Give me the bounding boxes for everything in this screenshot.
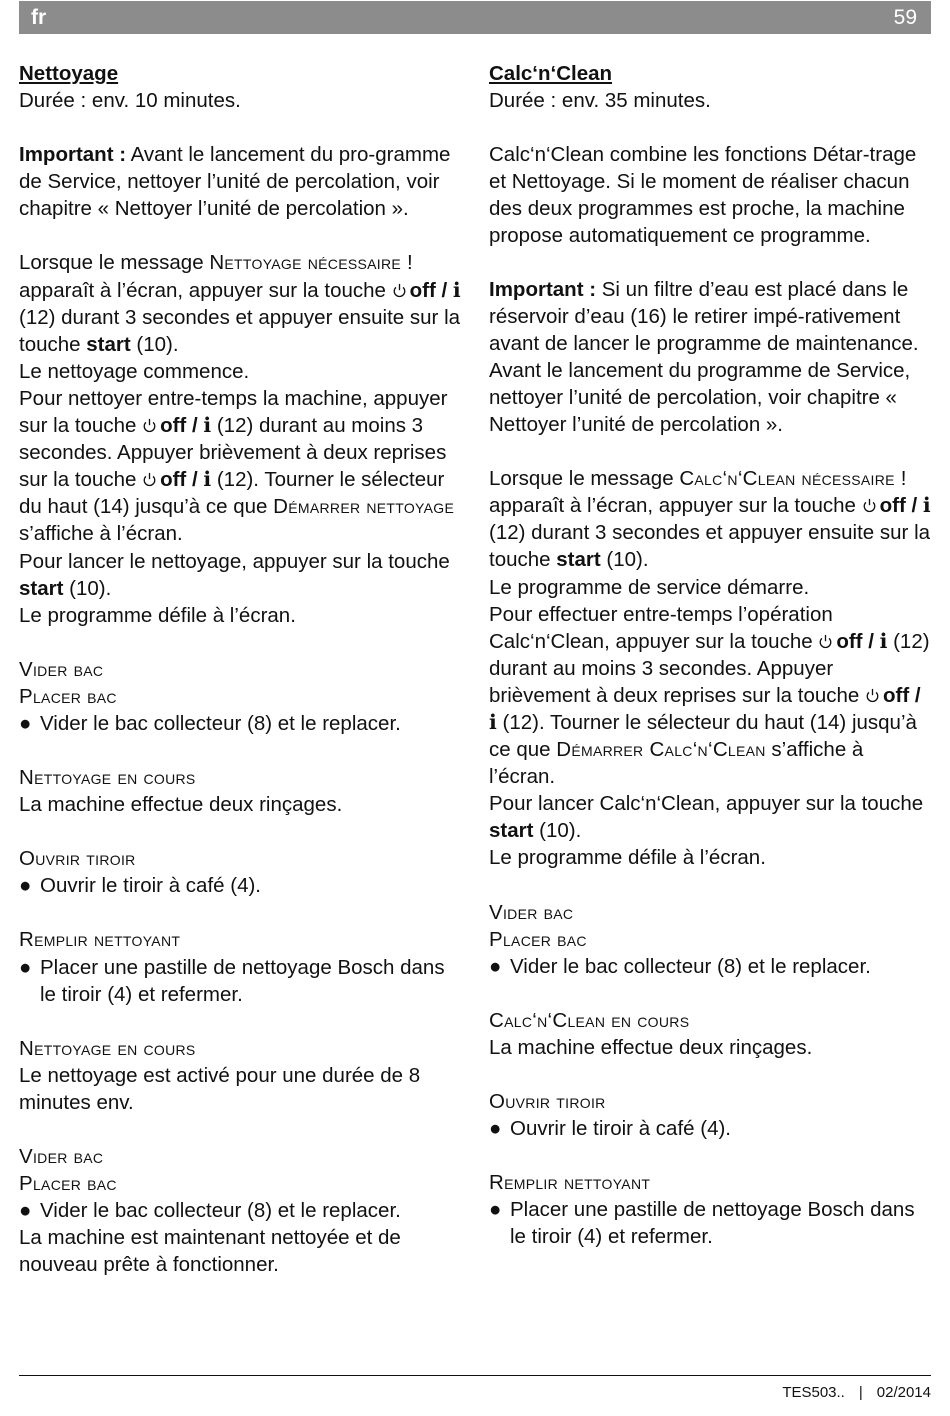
scroll-text: Le programme défile à l’écran. xyxy=(19,603,296,627)
off-label: off / xyxy=(160,414,204,438)
display-message: Nettoyage en cours xyxy=(19,1036,196,1060)
launch-text-b: (10). xyxy=(63,576,112,600)
msg-text-2: (12) durant 3 secondes et appuyer ensuite sur la touche xyxy=(489,521,931,572)
info-label: i xyxy=(452,277,461,302)
instructions-paragraph xyxy=(489,465,934,573)
start-label: start xyxy=(86,332,131,356)
info-label: i xyxy=(922,493,931,518)
msg-text-3: (10). xyxy=(130,332,179,356)
duration-text: Durée : env. 10 minutes. xyxy=(19,89,241,113)
step-text: La machine effectue deux rinçages. xyxy=(489,1035,813,1059)
list-item xyxy=(489,1196,934,1250)
list-item-text: Vider le bac collecteur (8) et le replacer. xyxy=(40,711,401,735)
launch-text-b: (10). xyxy=(533,819,582,843)
display-message: Vider bac xyxy=(489,900,574,924)
start-label: start xyxy=(556,548,601,572)
msg-text: apparaît à l’écran, appuyer sur la touche xyxy=(489,494,862,518)
launch-text: Pour lancer Calc‘n‘Clean, appuyer sur la touche xyxy=(489,792,924,816)
power-icon xyxy=(862,497,877,513)
msg-prefix: Lorsque le message xyxy=(19,251,210,275)
display-message: Calc‘n‘Clean nécessaire ! xyxy=(679,467,907,491)
header-bar xyxy=(19,1,931,34)
important-text: Avant le lancement du pro-gramme de Service, nettoyer l’unité de percolation, voir chapitre « Nettoyer l’unité de percolation ». xyxy=(19,143,451,221)
bullet-icon: ● xyxy=(489,954,502,978)
display-message: Calc‘n‘Clean en cours xyxy=(489,1008,690,1032)
list-item-text: Ouvrir le tiroir à café (4). xyxy=(40,874,261,898)
intro-paragraph: Calc‘n‘Clean combine les fonctions Détar-trage et Nettoyage. Si le moment de réaliser chacun des deux programmes est proche, la machine propose automatiquement ce programme. xyxy=(489,143,917,248)
start-label: start xyxy=(19,576,64,600)
bullet-icon: ● xyxy=(19,874,32,898)
display-message: Remplir nettoyant xyxy=(19,928,181,952)
instructions-paragraph xyxy=(19,249,464,357)
info-label: i xyxy=(879,628,888,653)
step-text: Le nettoyage est activé pour une durée de 8 minutes env. xyxy=(19,1063,421,1114)
info-label: i xyxy=(489,709,497,734)
footer-date: 02/2014 xyxy=(876,1384,931,1401)
language-code: fr xyxy=(31,6,47,29)
bullet-icon: ● xyxy=(489,1117,502,1141)
important-note xyxy=(489,276,934,439)
meantime-text-b: (12) durant au moins 3 secondes. Appuyer brièvement à deux reprises sur la touche xyxy=(19,414,447,492)
list-item xyxy=(19,710,464,737)
off-label: off / xyxy=(160,468,204,492)
end-text: La machine est maintenant nettoyée et de nouveau prête à fonctionner. xyxy=(19,1226,401,1277)
list-item-text: Vider le bac collecteur (8) et le replacer. xyxy=(40,1199,401,1223)
list-item-text: Placer une pastille de nettoyage Bosch dans le tiroir (4) et refermer. xyxy=(40,955,445,1006)
footer xyxy=(782,1384,931,1401)
meantime-text-d: s’affiche à l’écran. xyxy=(489,738,864,789)
bullet-icon: ● xyxy=(19,1199,32,1223)
launch-paragraph xyxy=(19,548,464,602)
meantime-paragraph xyxy=(19,385,464,548)
launch-paragraph xyxy=(489,790,934,844)
important-label: Important : xyxy=(19,143,127,167)
important-note xyxy=(19,141,464,222)
list-item-text: Ouvrir le tiroir à café (4). xyxy=(510,1117,731,1141)
duration-text: Durée : env. 35 minutes. xyxy=(489,89,711,113)
msg-prefix: Lorsque le message xyxy=(489,467,680,491)
display-message: Vider bac xyxy=(19,1145,104,1168)
power-icon xyxy=(392,282,407,298)
list-item xyxy=(19,954,464,1008)
info-label: i xyxy=(203,467,212,492)
list-item xyxy=(19,1197,464,1224)
list-item xyxy=(489,953,934,980)
off-label: off / xyxy=(883,683,921,707)
bullet-icon: ● xyxy=(19,955,32,979)
page-number: 59 xyxy=(893,6,917,29)
display-message: Démarrer Calc‘n‘Clean xyxy=(556,738,766,762)
display-message: Ouvrir tiroir xyxy=(489,1090,606,1113)
list-item-text: Vider le bac collecteur (8) et le replacer. xyxy=(510,954,871,978)
scroll-text: Le programme défile à l’écran. xyxy=(489,846,766,870)
meantime-text-c: (12). Tourner le sélecteur du haut (14) jusqu’à ce que xyxy=(489,710,917,762)
msg-text-3: (10). xyxy=(600,548,649,572)
footer-divider xyxy=(19,1375,931,1376)
right-column xyxy=(489,60,934,1250)
msg-text: apparaît à l’écran, appuyer sur la touche xyxy=(19,278,392,302)
display-message: Placer bac xyxy=(19,684,117,708)
display-message: Nettoyage nécessaire ! xyxy=(209,251,413,275)
launch-text: Pour lancer le nettoyage, appuyer sur la touche xyxy=(19,549,450,573)
left-column xyxy=(19,60,464,1278)
section-title-nettoyage: Nettoyage xyxy=(19,62,119,85)
starts-text: Le programme de service démarre. xyxy=(489,575,810,599)
meantime-text-c: (12). Tourner le sélecteur du haut (14) jusqu’à ce que xyxy=(19,468,445,519)
display-message: Placer bac xyxy=(19,1172,117,1196)
display-message: Vider bac xyxy=(19,657,104,681)
msg-text-2: (12) durant 3 secondes et appuyer ensuite sur la touche xyxy=(19,305,461,356)
important-label: Important : xyxy=(489,277,597,301)
step-text: La machine effectue deux rinçages. xyxy=(19,793,343,817)
power-icon xyxy=(142,471,157,487)
meantime-text-d: s’affiche à l’écran. xyxy=(19,522,183,546)
info-label: i xyxy=(203,413,212,438)
display-message: Placer bac xyxy=(489,927,587,951)
model-number: TES503.. xyxy=(782,1384,845,1401)
important-text: Si un filtre d’eau est placé dans le réservoir d’eau (16) le retirer impé-rativement avant de lancer le programme de maintenance. Avant le lancement du programme de Service, nettoyer l’unité de percolation, voir chapitre « Nettoyer l’unité de percolation ». xyxy=(489,277,919,437)
footer-separator: | xyxy=(858,1384,863,1401)
bullet-icon: ● xyxy=(489,1198,502,1222)
start-label: start xyxy=(489,819,534,843)
meantime-text-a: Pour effectuer entre-temps l’opération Calc‘n‘Clean, appuyer sur la touche xyxy=(489,602,833,653)
display-message: Remplir nettoyant xyxy=(489,1171,651,1195)
display-message: Démarrer nettoyage xyxy=(273,495,455,519)
off-label: off / xyxy=(836,629,880,653)
starts-text: Le nettoyage commence. xyxy=(19,359,250,383)
meantime-paragraph xyxy=(489,601,934,791)
list-item xyxy=(19,872,464,899)
list-item xyxy=(489,1115,934,1142)
power-icon xyxy=(818,633,833,649)
power-icon xyxy=(142,417,157,433)
power-icon xyxy=(865,687,880,703)
meantime-text-b: (12) durant au moins 3 secondes. Appuyer brièvement à deux reprises sur la touche xyxy=(489,629,930,707)
display-message: Ouvrir tiroir xyxy=(19,847,136,871)
meantime-text-a: Pour nettoyer entre-temps la machine, appuyer sur la touche xyxy=(19,386,448,438)
list-item-text: Placer une pastille de nettoyage Bosch dans le tiroir (4) et refermer. xyxy=(510,1198,915,1249)
bullet-icon: ● xyxy=(19,711,32,735)
off-label: off / xyxy=(879,494,923,518)
display-message: Nettoyage en cours xyxy=(19,766,196,790)
off-label: off / xyxy=(409,278,453,302)
section-title-calc-n-clean: Calc‘n‘Clean xyxy=(489,62,613,85)
